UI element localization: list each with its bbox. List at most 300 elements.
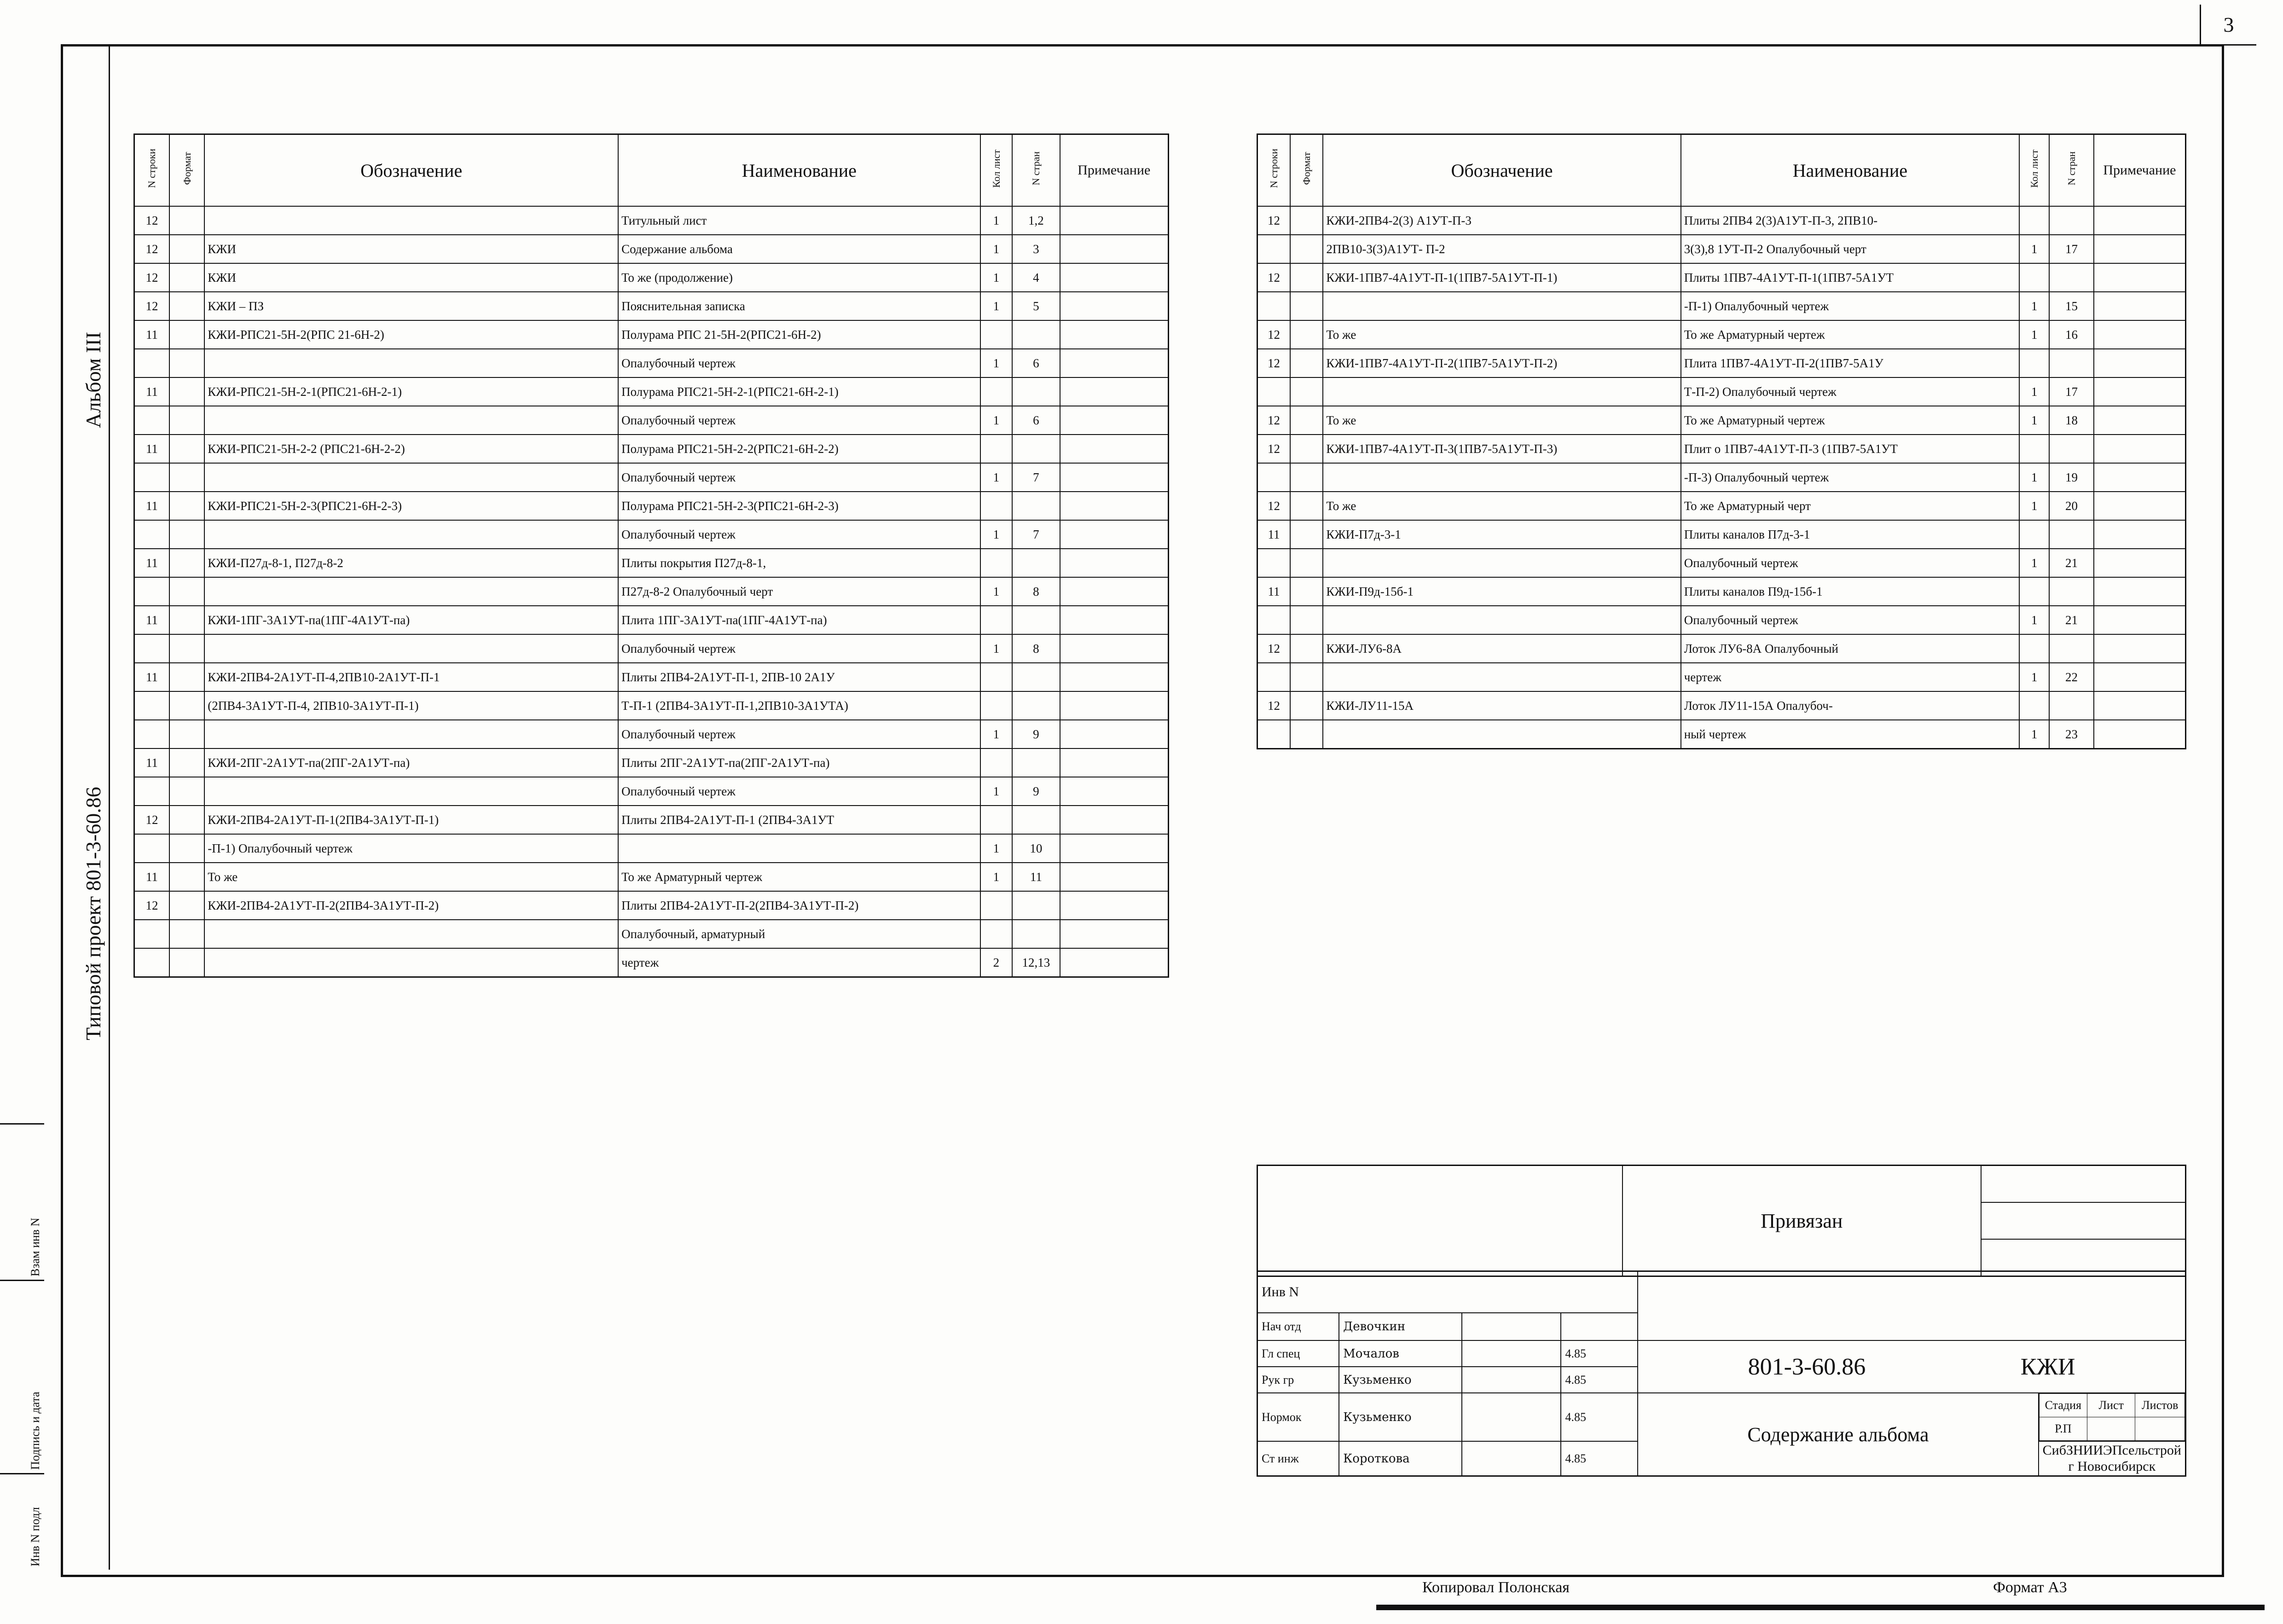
cell-pages: 4 [1012,263,1060,292]
cell-sheets-code [980,663,1013,691]
cell-note [1060,748,1169,777]
cell-name: Т-П-1 (2ПВ4-3А1УТ-П-1,2ПВ10-3А1УТА) [618,691,980,720]
cell-designation: КЖИ [204,263,618,292]
cell-note [2094,320,2186,349]
cell-note [2094,406,2186,435]
cell-row-no: 12 [1257,320,1290,349]
cell-format [169,292,204,320]
table-row [1257,634,2186,663]
table-row [1257,435,2186,463]
cell-sheets-code: 1 [980,406,1013,435]
privyazan-label: Привязан [1761,1209,1843,1232]
cell-format [1290,320,1323,349]
cell-sheets-code: 1 [980,206,1013,235]
cell-designation [204,406,618,435]
table-row [134,263,1169,292]
th-name-right: Наименование [1681,134,2019,207]
cell-format [1290,492,1323,520]
cell-note [1060,834,1169,863]
cell-designation: КЖИ-1ПВ7-4А1УТ-П-1(1ПВ7-5А1УТ-П-1) [1323,263,1680,292]
cell-pages: 17 [2049,235,2094,263]
cell-pages [1012,320,1060,349]
cell-name: Лоток ЛУ6-8А Опалубочный [1681,634,2019,663]
table-row [134,320,1169,349]
th-row-no-right: N строки [1257,134,1290,207]
cell-format [169,920,204,948]
cell-row-no: 12 [1257,634,1290,663]
cell-sheets-code: 1 [980,863,1013,891]
cell-designation: КЖИ-2ПВ4-2А1УТ-П-4,2ПВ10-2А1УТ-П-1 [204,663,618,691]
cell-pages: 5 [1012,292,1060,320]
copied-by: Копировал Полонская [1422,1579,1570,1596]
cell-pages [2049,349,2094,377]
stamp-box-inv-label: Инв N подл [29,1507,42,1566]
cell-format [1290,377,1323,406]
cell-pages [1012,920,1060,948]
organization-line-1: СибЗНИИЭПсельстрой [2042,1443,2181,1458]
cell-pages: 15 [2049,292,2094,320]
cell-pages: 7 [1012,520,1060,549]
cell-note [2094,720,2186,749]
cell-note [1060,920,1169,948]
cell-format [1290,292,1323,320]
cell-sheets-code: 1 [980,520,1013,549]
cell-name: Опалубочный чертеж [618,777,980,806]
cell-name: Титульный лист [618,206,980,235]
doc-title: Содержание альбома [1747,1423,1929,1446]
cell-format [169,806,204,834]
cell-sheets-code: 1 [980,463,1013,492]
table-row [134,806,1169,834]
cell-pages: 10 [1012,834,1060,863]
cell-designation [1323,663,1680,691]
table-row [1257,235,2186,263]
cell-pages: 6 [1012,406,1060,435]
cell-format [169,520,204,549]
cell-name: Опалубочный чертеж [618,349,980,377]
cell-note [2094,634,2186,663]
cell-designation [1323,377,1680,406]
cell-note [1060,292,1169,320]
cell-pages: 1,2 [1012,206,1060,235]
cell-format [169,863,204,891]
cell-row-no [134,349,169,377]
table-row [134,235,1169,263]
cell-sheets-code [980,920,1013,948]
cell-row-no [134,634,169,663]
table-row [1257,663,2186,691]
cell-sheets-code [2019,577,2049,606]
role-3-name: Кузьменко [1339,1393,1462,1441]
sheets-total-value [2135,1417,2185,1441]
cell-designation: КЖИ-1ПВ7-4А1УТ-П-3(1ПВ7-5А1УТ-П-3) [1323,435,1680,463]
cell-pages: 7 [1012,463,1060,492]
cell-sheets-code: 1 [2019,549,2049,577]
cell-name: То же Арматурный чертеж [1681,406,2019,435]
table-row [134,492,1169,520]
cell-row-no: 11 [1257,577,1290,606]
role-0-name: Девочкин [1339,1313,1462,1340]
cell-format [169,263,204,292]
cell-row-no: 12 [1257,492,1290,520]
cell-row-no: 12 [134,806,169,834]
cell-designation: КЖИ-2ПВ4-2А1УТ-П-2(2ПВ4-3А1УТ-П-2) [204,891,618,920]
cell-row-no [134,720,169,748]
cell-format [1290,349,1323,377]
cell-note [2094,377,2186,406]
cell-sheets-code [2019,691,2049,720]
cell-row-no: 12 [134,263,169,292]
organization-line-2: г Новосибирск [2068,1458,2156,1474]
cell-format [1290,691,1323,720]
cell-pages [1012,806,1060,834]
cell-name: П27д-8-2 Опалубочный черт [618,577,980,606]
role-2: Рук гр [1257,1367,1339,1393]
cell-name: Опалубочный чертеж [618,463,980,492]
cell-pages: 6 [1012,349,1060,377]
cell-row-no [134,463,169,492]
cell-designation [204,206,618,235]
cell-name: Плиты 2ПВ4-2А1УТ-П-2(2ПВ4-3А1УТ-П-2) [618,891,980,920]
cell-designation [204,948,618,977]
cell-row-no [134,948,169,977]
cell-pages [1012,663,1060,691]
content-table-right-body [1257,206,2186,749]
cell-pages [1012,606,1060,634]
cell-row-no [134,834,169,863]
cell-designation: -П-1) Опалубочный чертеж [204,834,618,863]
cell-pages [1012,691,1060,720]
table-row [1257,406,2186,435]
cell-row-no [134,520,169,549]
cell-note [2094,206,2186,235]
cell-designation: КЖИ-1ПГ-3А1УТ-па(1ПГ-4А1УТ-па) [204,606,618,634]
cell-format [169,834,204,863]
page-number: 3 [2200,5,2256,46]
cell-row-no: 12 [1257,691,1290,720]
cell-note [2094,463,2186,492]
cell-sheets-code: 1 [980,235,1013,263]
cell-designation [204,463,618,492]
cell-row-no: 12 [1257,349,1290,377]
bottom-edge-bar [1376,1605,2265,1610]
cell-format [169,377,204,406]
privyazan-block [1257,1165,2186,1277]
table-row [1257,577,2186,606]
sheet-value [2087,1417,2135,1441]
stamp-box-podpis [0,1280,44,1474]
table-row [1257,349,2186,377]
cell-row-no [1257,549,1290,577]
cell-pages: 9 [1012,720,1060,748]
cell-name: Плиты каналов П7д-3-1 [1681,520,2019,549]
cell-pages: 17 [2049,377,2094,406]
cell-designation: КЖИ – ПЗ [204,292,618,320]
cell-row-no [1257,606,1290,634]
table-row [1257,320,2186,349]
cell-pages [1012,492,1060,520]
th-designation-right: Обозначение [1323,134,1680,207]
cell-pages [1012,748,1060,777]
cell-sheets-code [2019,206,2049,235]
cell-pages: 19 [2049,463,2094,492]
cell-designation: КЖИ-2ПВ4-2А1УТ-П-1(2ПВ4-3А1УТ-П-1) [204,806,618,834]
cell-row-no [1257,463,1290,492]
table-row [1257,720,2186,749]
cell-designation: КЖИ-РПС21-5Н-2-2 (РПС21-6Н-2-2) [204,435,618,463]
cell-note [1060,549,1169,577]
cell-sheets-code: 1 [2019,606,2049,634]
cell-row-no: 11 [134,549,169,577]
cell-note [2094,435,2186,463]
cell-name: ный чертеж [1681,720,2019,749]
cell-format [169,206,204,235]
cell-sheets-code [980,691,1013,720]
cell-designation: КЖИ [204,235,618,263]
cell-row-no: 12 [1257,406,1290,435]
th-note-right: Примечание [2094,134,2186,207]
cell-sheets-code [2019,349,2049,377]
cell-sheets-code [980,492,1013,520]
cell-format [1290,406,1323,435]
cell-format [169,891,204,920]
cell-format [169,235,204,263]
cell-row-no: 11 [134,320,169,349]
role-3-date: 4.85 [1561,1393,1638,1441]
cell-format [1290,263,1323,292]
cell-sheets-code [980,549,1013,577]
table-row [134,891,1169,920]
cell-row-no: 11 [134,748,169,777]
cell-format [169,406,204,435]
cell-note [1060,663,1169,691]
table-row [134,463,1169,492]
cell-note [1060,463,1169,492]
cell-note [1060,235,1169,263]
cell-designation: То же [1323,320,1680,349]
cell-row-no [134,691,169,720]
cell-note [2094,349,2186,377]
cell-designation: КЖИ-П7д-3-1 [1323,520,1680,549]
th-designation: Обозначение [204,134,618,207]
cell-note [2094,606,2186,634]
cell-name [618,834,980,863]
cell-format [169,748,204,777]
format-label: Формат А3 [1993,1579,2067,1596]
cell-note [1060,891,1169,920]
cell-designation [1323,549,1680,577]
th-pages: N стран [1012,134,1060,207]
cell-row-no: 11 [134,435,169,463]
th-sheets-code: Кол лист [980,134,1013,207]
th-sheets-code-right: Кол лист [2019,134,2049,207]
cell-pages [2049,263,2094,292]
cell-note [1060,492,1169,520]
stamp-box-podpis-label: Подпись и дата [29,1392,42,1470]
cell-format [1290,206,1323,235]
cell-name: Плит о 1ПВ7-4А1УТ-П-3 (1ПВ7-5А1УТ [1681,435,2019,463]
cell-sheets-code [2019,520,2049,549]
cell-name: То же (продолжение) [618,263,980,292]
cell-designation: КЖИ-2ПВ4-2(3) А1УТ-П-3 [1323,206,1680,235]
cell-sheets-code: 1 [2019,320,2049,349]
cell-format [169,777,204,806]
cell-pages [2049,634,2094,663]
sheets-total-header: Листов [2135,1394,2185,1417]
table-row [134,777,1169,806]
cell-note [1060,806,1169,834]
table-row [1257,549,2186,577]
cell-sheets-code: 1 [980,777,1013,806]
role-4: Ст инж [1257,1441,1339,1476]
cell-format [169,549,204,577]
cell-row-no: 11 [1257,520,1290,549]
cell-name: То же Арматурный чертеж [618,863,980,891]
stamp-box-vzam-label: Взам инв N [29,1218,42,1276]
cell-format [1290,549,1323,577]
cell-designation: КЖИ-РПС21-5Н-2-1(РПС21-6Н-2-1) [204,377,618,406]
cell-designation: КЖИ-1ПВ7-4А1УТ-П-2(1ПВ7-5А1УТ-П-2) [1323,349,1680,377]
role-1: Гл спец [1257,1340,1339,1367]
cell-designation [204,349,618,377]
doc-code: 801-3-60.86 [1748,1353,1866,1380]
cell-pages: 16 [2049,320,2094,349]
cell-row-no: 12 [134,292,169,320]
cell-pages [1012,435,1060,463]
cell-designation: То же [1323,406,1680,435]
cell-name: -П-1) Опалубочный чертеж [1681,292,2019,320]
cell-sheets-code: 2 [980,948,1013,977]
cell-name: Пояснительная записка [618,292,980,320]
cell-name: Лоток ЛУ11-15А Опалубоч- [1681,691,2019,720]
cell-format [1290,463,1323,492]
cell-designation: 2ПВ10-3(3)А1УТ- П-2 [1323,235,1680,263]
table-row [134,520,1169,549]
cell-pages [1012,549,1060,577]
role-0-date [1561,1313,1638,1340]
cell-row-no [1257,720,1290,749]
cell-note [1060,720,1169,748]
cell-designation [1323,720,1680,749]
cell-row-no [1257,663,1290,691]
cell-name: То же Арматурный черт [1681,492,2019,520]
table-row [1257,520,2186,549]
cell-pages [1012,377,1060,406]
cell-note [2094,663,2186,691]
cell-pages [2049,520,2094,549]
cell-pages [2049,435,2094,463]
table-row [134,292,1169,320]
cell-sheets-code: 1 [980,292,1013,320]
cell-note [2094,492,2186,520]
th-pages-right: N стран [2049,134,2094,207]
cell-sheets-code: 1 [980,349,1013,377]
table-row [134,406,1169,435]
cell-designation [204,634,618,663]
inv-n-label: Инв N [1262,1284,1299,1299]
cell-sheets-code: 1 [2019,720,2049,749]
cell-pages: 3 [1012,235,1060,263]
cell-pages [2049,691,2094,720]
cell-row-no: 12 [1257,263,1290,292]
role-4-sign [1462,1441,1561,1476]
cell-name: Содержание альбома [618,235,980,263]
cell-sheets-code [2019,634,2049,663]
cell-sheets-code: 1 [2019,292,2049,320]
cell-name: Полурама РПС 21-5Н-2(РПС21-6Н-2) [618,320,980,349]
cell-sheets-code [980,320,1013,349]
table-row [134,663,1169,691]
table-row [134,720,1169,748]
table-row [134,349,1169,377]
cell-name: Плиты 2ПВ4-2А1УТ-П-1 (2ПВ4-3А1УТ [618,806,980,834]
content-table-right [1257,133,2186,749]
cell-format [1290,606,1323,634]
table-row [134,748,1169,777]
cell-row-no: 11 [134,377,169,406]
cell-row-no [1257,377,1290,406]
cell-row-no: 12 [134,235,169,263]
cell-note [1060,520,1169,549]
role-1-date: 4.85 [1561,1340,1638,1367]
cell-sheets-code [2019,435,2049,463]
sheet-header: Лист [2087,1394,2135,1417]
role-4-name: Короткова [1339,1441,1462,1476]
cell-note [1060,606,1169,634]
cell-name: Плита 1ПГ-3А1УТ-па(1ПГ-4А1УТ-па) [618,606,980,634]
cell-format [1290,634,1323,663]
cell-note [2094,263,2186,292]
cell-designation: То же [204,863,618,891]
cell-sheets-code [2019,263,2049,292]
cell-note [2094,292,2186,320]
table-row [134,606,1169,634]
cell-format [169,320,204,349]
cell-designation: КЖИ-ЛУ11-15А [1323,691,1680,720]
cell-name: Полурама РПС21-5Н-2-2(РПС21-6Н-2-2) [618,435,980,463]
table-row [134,834,1169,863]
cell-name: Плиты 2ПГ-2А1УТ-па(2ПГ-2А1УТ-па) [618,748,980,777]
cell-note [1060,777,1169,806]
cell-format [169,663,204,691]
cell-pages: 21 [2049,549,2094,577]
table-row [1257,292,2186,320]
cell-row-no: 12 [1257,435,1290,463]
stage-value: Р.П [2039,1417,2087,1441]
role-2-date: 4.85 [1561,1367,1638,1393]
cell-row-no: 11 [134,663,169,691]
cell-sheets-code: 1 [980,834,1013,863]
cell-pages: 8 [1012,634,1060,663]
cell-row-no: 11 [134,863,169,891]
table-row [134,863,1169,891]
cell-designation [204,920,618,948]
table-row [1257,691,2186,720]
role-0-sign [1462,1313,1561,1340]
content-table-left [133,133,1169,978]
role-1-name: Мочалов [1339,1340,1462,1367]
cell-format [169,492,204,520]
cell-note [1060,206,1169,235]
cell-note [2094,520,2186,549]
cell-designation [204,520,618,549]
table-row [134,435,1169,463]
cell-sheets-code: 1 [2019,235,2049,263]
cell-designation [1323,292,1680,320]
cell-designation [204,777,618,806]
cell-pages: 18 [2049,406,2094,435]
cell-designation [1323,463,1680,492]
